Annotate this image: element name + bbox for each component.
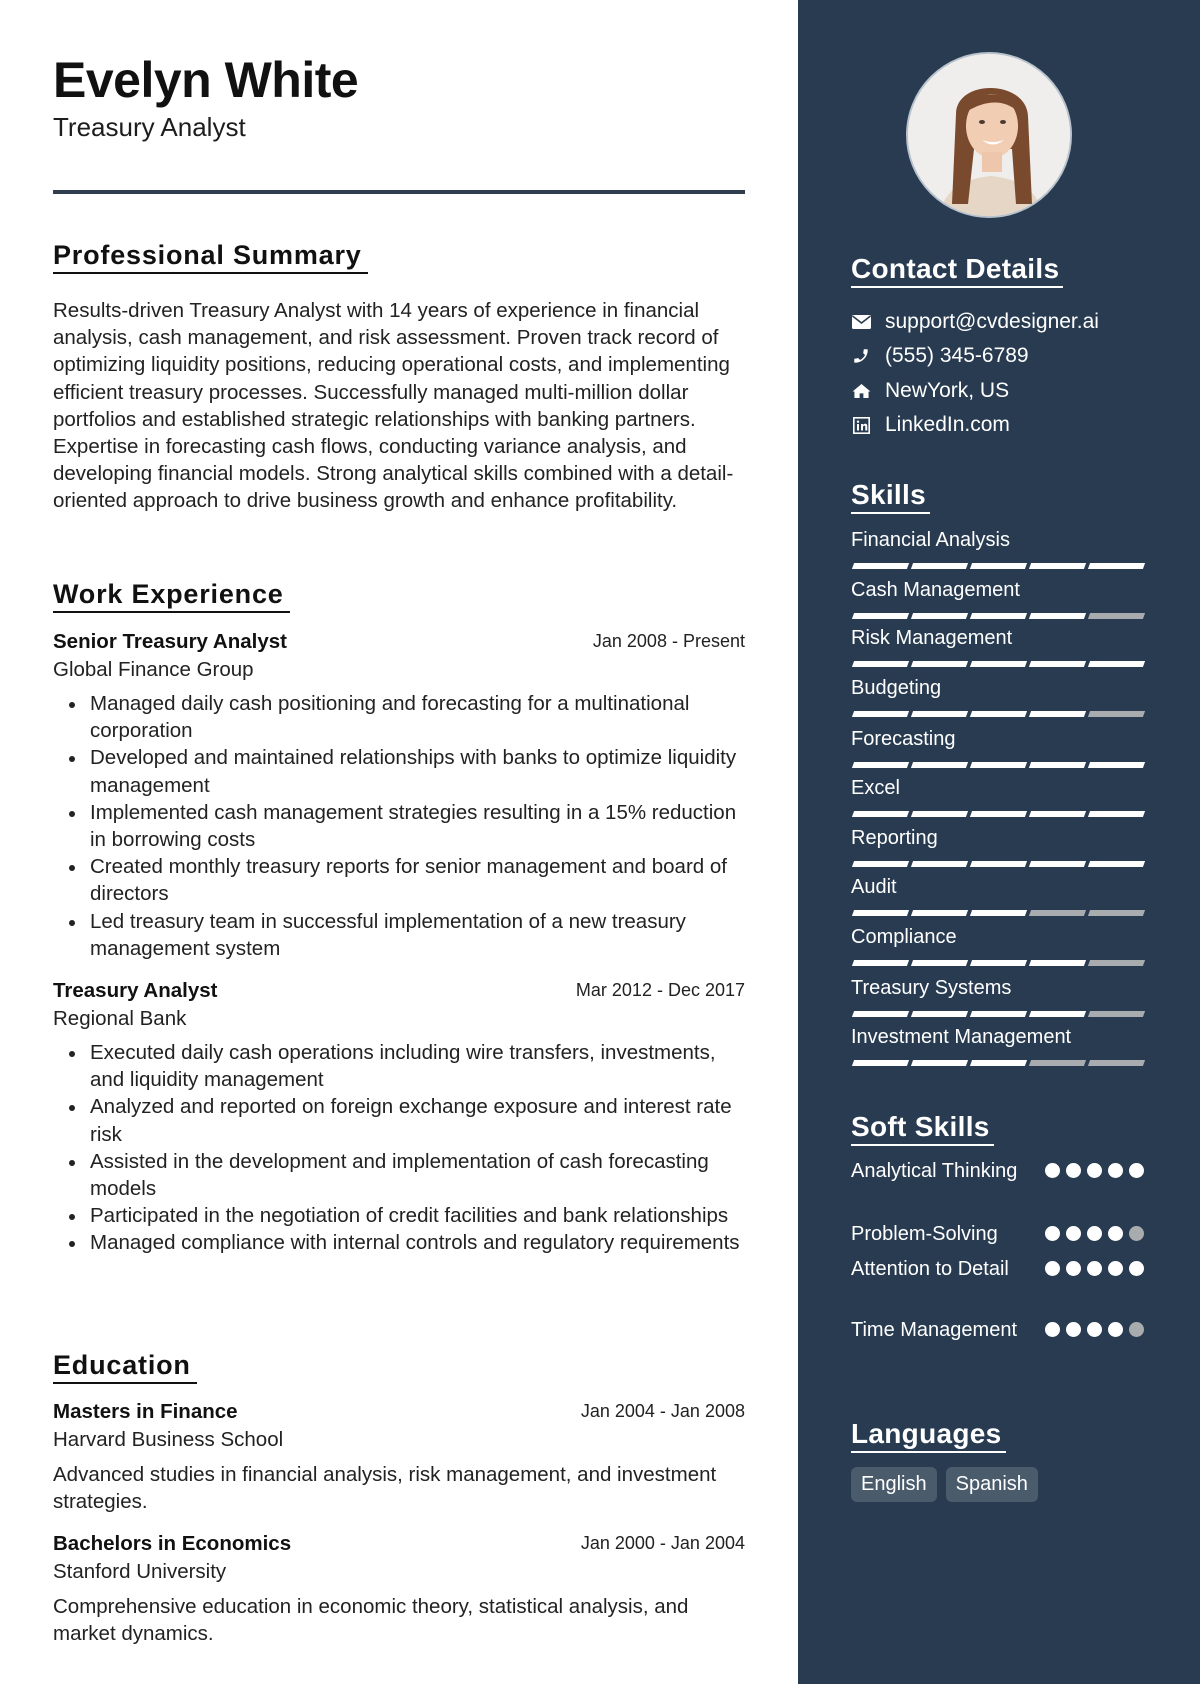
languages-heading: Languages bbox=[851, 1418, 1006, 1453]
skill-level-segment bbox=[1088, 1060, 1145, 1066]
job-bullet: Assisted in the development and implementation of cash forecasting models bbox=[53, 1148, 745, 1202]
job-dates: Jan 2008 - Present bbox=[592, 631, 745, 651]
job-bullet: Executed daily cash operations including wire transfers, investments, and liquidity management bbox=[53, 1039, 745, 1093]
soft-skill-item bbox=[851, 1317, 1151, 1344]
soft-skill-item bbox=[851, 1158, 1151, 1185]
skill-level-segment bbox=[970, 613, 1027, 619]
skill-level-segment bbox=[911, 762, 968, 768]
skill-level-segment bbox=[852, 960, 909, 966]
linkedin-icon bbox=[851, 415, 871, 435]
contact-location bbox=[851, 376, 1009, 406]
skill-level-segment bbox=[970, 762, 1027, 768]
skill-level-segment bbox=[852, 861, 909, 867]
skill-level-segment bbox=[970, 960, 1027, 966]
job-bullet: Analyzed and reported on foreign exchange exposure and interest rate risk bbox=[53, 1093, 745, 1147]
contact-email[interactable] bbox=[851, 307, 1099, 337]
skill-level-segment bbox=[1088, 613, 1145, 619]
skill-level-segment bbox=[852, 811, 909, 817]
skill-level-bar bbox=[853, 861, 1151, 867]
profile-photo bbox=[906, 52, 1072, 218]
job-role: Treasury Analyst bbox=[53, 979, 218, 1002]
soft-skill-name: Time Management bbox=[851, 1319, 1017, 1341]
contact-phone[interactable] bbox=[851, 341, 1029, 371]
skill-level-segment bbox=[852, 910, 909, 916]
skills-heading: Skills bbox=[851, 479, 930, 514]
skill-name: Risk Management bbox=[851, 627, 1013, 649]
skill-level-segment bbox=[970, 661, 1027, 667]
education-dates: Jan 2004 - Jan 2008 bbox=[580, 1401, 745, 1421]
skill-level-segment bbox=[852, 1011, 909, 1017]
skill-level-segment bbox=[970, 1060, 1027, 1066]
skill-level-bar bbox=[853, 762, 1151, 768]
skill-item bbox=[851, 726, 1151, 768]
rating-dot-icon bbox=[1066, 1163, 1081, 1178]
skill-level-segment bbox=[1088, 762, 1145, 768]
skill-level-segment bbox=[1088, 711, 1145, 717]
skill-level-segment bbox=[1088, 960, 1145, 966]
job-bullet: Developed and maintained relationships with banks to optimize liquidity management bbox=[53, 744, 745, 798]
skill-level-segment bbox=[1029, 661, 1086, 667]
skill-item bbox=[851, 775, 1151, 817]
rating-dot-icon bbox=[1129, 1322, 1144, 1337]
skill-level-segment bbox=[970, 1011, 1027, 1017]
skill-name: Treasury Systems bbox=[851, 977, 1012, 999]
job-bullet: Participated in the negotiation of credit facilities and bank relationships bbox=[53, 1202, 745, 1229]
skill-level-segment bbox=[911, 1011, 968, 1017]
rating-dot-icon bbox=[1066, 1261, 1081, 1276]
contact-email-text: support@cvdesigner.ai bbox=[885, 310, 1099, 333]
skill-level-segment bbox=[1029, 910, 1086, 916]
skill-level-segment bbox=[1088, 1011, 1145, 1017]
skill-level-segment bbox=[911, 711, 968, 717]
phone-icon bbox=[851, 346, 871, 366]
rating-dot-icon bbox=[1066, 1226, 1081, 1241]
job-bullets bbox=[53, 1039, 745, 1257]
skill-level-segment bbox=[1088, 811, 1145, 817]
skill-level-segment bbox=[1029, 861, 1086, 867]
skill-level-segment bbox=[911, 613, 968, 619]
header-divider bbox=[53, 190, 745, 194]
skill-level-segment bbox=[911, 861, 968, 867]
contact-linkedin-text: LinkedIn.com bbox=[885, 413, 1010, 436]
skill-name: Reporting bbox=[851, 827, 938, 849]
experience-heading: Work Experience bbox=[53, 579, 290, 613]
skill-level-bar bbox=[853, 711, 1151, 717]
portrait-illustration bbox=[908, 54, 1072, 218]
education-dates: Jan 2000 - Jan 2004 bbox=[580, 1533, 745, 1553]
skill-level-bar bbox=[853, 1060, 1151, 1066]
skill-level-segment bbox=[1029, 811, 1086, 817]
contact-phone-text: (555) 345-6789 bbox=[885, 344, 1029, 367]
skill-level-bar bbox=[853, 960, 1151, 966]
skill-level-segment bbox=[1029, 613, 1086, 619]
skill-item bbox=[851, 924, 1151, 966]
skill-level-segment bbox=[1088, 910, 1145, 916]
skill-name: Excel bbox=[851, 777, 900, 799]
skill-level-segment bbox=[1088, 861, 1145, 867]
rating-dot-icon bbox=[1045, 1226, 1060, 1241]
job-dates: Mar 2012 - Dec 2017 bbox=[575, 980, 745, 1000]
contact-heading: Contact Details bbox=[851, 253, 1063, 288]
rating-dot-icon bbox=[1108, 1226, 1123, 1241]
skill-item bbox=[851, 975, 1151, 1017]
skill-level-segment bbox=[911, 563, 968, 569]
skill-level-bar bbox=[853, 661, 1151, 667]
envelope-icon bbox=[851, 312, 871, 332]
skill-level-segment bbox=[970, 811, 1027, 817]
skill-level-segment bbox=[1029, 960, 1086, 966]
soft-skill-rating bbox=[1045, 1261, 1144, 1276]
skill-item bbox=[851, 527, 1151, 569]
rating-dot-icon bbox=[1045, 1163, 1060, 1178]
skill-item bbox=[851, 625, 1151, 667]
job-bullet: Led treasury team in successful implementation of a new treasury management system bbox=[53, 908, 745, 962]
skill-level-segment bbox=[1029, 563, 1086, 569]
education-degree: Masters in Finance bbox=[53, 1400, 238, 1423]
job-bullet: Created monthly treasury reports for senior management and board of directors bbox=[53, 853, 745, 907]
rating-dot-icon bbox=[1087, 1261, 1102, 1276]
education-school: Stanford University bbox=[53, 1560, 227, 1583]
skill-level-segment bbox=[1029, 711, 1086, 717]
skill-level-segment bbox=[970, 910, 1027, 916]
soft-skills-heading: Soft Skills bbox=[851, 1111, 994, 1146]
rating-dot-icon bbox=[1087, 1322, 1102, 1337]
language-chip: Spanish bbox=[946, 1467, 1038, 1502]
skill-level-segment bbox=[970, 711, 1027, 717]
job-role: Senior Treasury Analyst bbox=[53, 630, 287, 653]
job-header bbox=[53, 977, 745, 1033]
skill-item bbox=[851, 874, 1151, 916]
soft-skill-name: Problem-Solving bbox=[851, 1223, 998, 1245]
skill-level-segment bbox=[1029, 762, 1086, 768]
skill-level-segment bbox=[852, 661, 909, 667]
soft-skill-item bbox=[851, 1256, 1151, 1283]
education-school: Harvard Business School bbox=[53, 1428, 284, 1451]
soft-skill-name: Attention to Detail bbox=[851, 1258, 1009, 1280]
rating-dot-icon bbox=[1108, 1163, 1123, 1178]
education-header bbox=[53, 1530, 745, 1586]
soft-skill-name: Analytical Thinking bbox=[851, 1160, 1018, 1182]
soft-skill-rating bbox=[1045, 1226, 1144, 1241]
skill-level-bar bbox=[853, 563, 1151, 569]
rating-dot-icon bbox=[1108, 1322, 1123, 1337]
skill-level-segment bbox=[1088, 563, 1145, 569]
education-heading: Education bbox=[53, 1350, 197, 1384]
rating-dot-icon bbox=[1108, 1261, 1123, 1276]
soft-skill-rating bbox=[1045, 1322, 1144, 1337]
skill-level-segment bbox=[911, 960, 968, 966]
job-bullet: Managed compliance with internal controls and regulatory requirements bbox=[53, 1229, 745, 1256]
skill-level-bar bbox=[853, 811, 1151, 817]
education-description: Comprehensive education in economic theory, statistical analysis, and market dynamics. bbox=[53, 1595, 689, 1646]
rating-dot-icon bbox=[1087, 1226, 1102, 1241]
skill-level-segment bbox=[1088, 661, 1145, 667]
skill-name: Budgeting bbox=[851, 677, 942, 699]
sidebar bbox=[798, 0, 1200, 1684]
home-icon bbox=[851, 381, 871, 401]
rating-dot-icon bbox=[1045, 1261, 1060, 1276]
skill-item bbox=[851, 675, 1151, 717]
contact-linkedin[interactable] bbox=[851, 410, 1010, 440]
skill-level-bar bbox=[853, 1011, 1151, 1017]
languages-list bbox=[851, 1467, 1038, 1502]
soft-skill-rating bbox=[1045, 1163, 1144, 1178]
skill-name: Investment Management bbox=[851, 1026, 1072, 1048]
skill-level-segment bbox=[1029, 1060, 1086, 1066]
candidate-name: Evelyn White bbox=[53, 52, 359, 108]
skill-level-segment bbox=[852, 563, 909, 569]
skill-item bbox=[851, 825, 1151, 867]
skill-level-segment bbox=[852, 613, 909, 619]
summary-text: Results-driven Treasury Analyst with 14 years of experience in financial analysis, cash management, and risk assessment. Proven track record of optimizing liquidity positions, reducing operational costs, and implementing efficient treasury processes. Successfully managed multi-million dollar portfolios and established strategic relationships with banking partners. Expertise in forecasting cash flows, conducting variance analysis, and developing financial models. Strong analytical skills combined with a detail-oriented approach to drive business growth and enhance profitability. bbox=[53, 299, 734, 513]
rating-dot-icon bbox=[1066, 1322, 1081, 1337]
rating-dot-icon bbox=[1045, 1322, 1060, 1337]
job-bullets bbox=[53, 690, 745, 962]
job-header bbox=[53, 628, 745, 684]
candidate-title: Treasury Analyst bbox=[53, 112, 246, 142]
language-chip: English bbox=[851, 1467, 937, 1502]
rating-dot-icon bbox=[1129, 1261, 1144, 1276]
skill-level-segment bbox=[911, 910, 968, 916]
skill-level-bar bbox=[853, 613, 1151, 619]
skill-level-segment bbox=[852, 711, 909, 717]
skill-item bbox=[851, 577, 1151, 619]
job-bullet: Managed daily cash positioning and forecasting for a multinational corporation bbox=[53, 690, 745, 744]
education-degree: Bachelors in Economics bbox=[53, 1532, 292, 1555]
rating-dot-icon bbox=[1129, 1163, 1144, 1178]
soft-skill-item bbox=[851, 1221, 1151, 1248]
skill-level-segment bbox=[1029, 1011, 1086, 1017]
skill-item bbox=[851, 1024, 1151, 1066]
skill-level-segment bbox=[852, 1060, 909, 1066]
skill-level-segment bbox=[911, 1060, 968, 1066]
education-description: Advanced studies in financial analysis, risk management, and investment strategies. bbox=[53, 1463, 717, 1514]
skill-name: Forecasting bbox=[851, 728, 956, 750]
rating-dot-icon bbox=[1087, 1163, 1102, 1178]
skill-level-segment bbox=[911, 811, 968, 817]
contact-location-text: NewYork, US bbox=[885, 379, 1010, 402]
rating-dot-icon bbox=[1129, 1226, 1144, 1241]
skill-name: Audit bbox=[851, 876, 897, 898]
skill-name: Financial Analysis bbox=[851, 529, 1010, 551]
education-header bbox=[53, 1398, 745, 1454]
skill-level-segment bbox=[852, 762, 909, 768]
summary-heading: Professional Summary bbox=[53, 240, 368, 274]
skill-level-segment bbox=[970, 563, 1027, 569]
skill-name: Compliance bbox=[851, 926, 957, 948]
job-company: Global Finance Group bbox=[53, 658, 254, 681]
job-bullet: Implemented cash management strategies resulting in a 15% reduction in borrowing costs bbox=[53, 799, 745, 853]
skill-level-bar bbox=[853, 910, 1151, 916]
skill-level-segment bbox=[970, 861, 1027, 867]
job-company: Regional Bank bbox=[53, 1007, 187, 1030]
skill-level-segment bbox=[911, 661, 968, 667]
skill-name: Cash Management bbox=[851, 579, 1020, 601]
